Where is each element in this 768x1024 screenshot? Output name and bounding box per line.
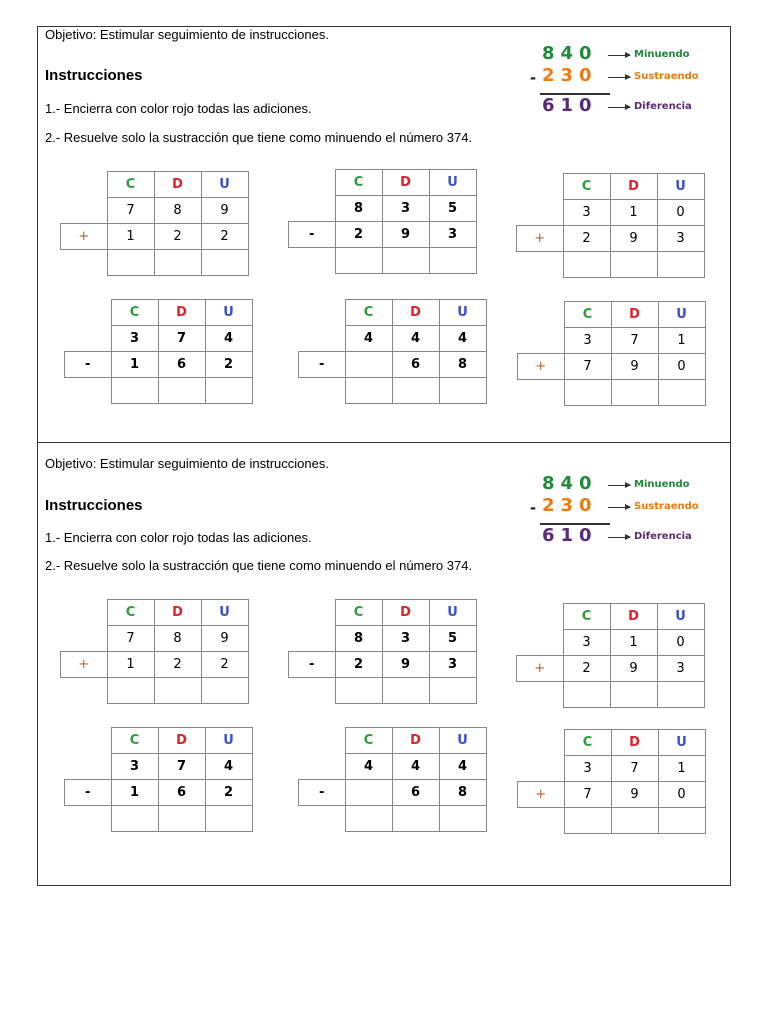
table-cell	[65, 806, 112, 832]
digit-cell: 9	[611, 354, 658, 380]
digit-cell: 2	[335, 652, 382, 678]
answer-cell[interactable]	[205, 806, 252, 832]
answer-cell[interactable]	[564, 380, 611, 406]
operation-table	[298, 299, 487, 404]
table-cell	[65, 728, 112, 754]
table-cell	[517, 174, 564, 200]
header-decenas: D	[611, 302, 658, 328]
table-cell	[61, 250, 108, 276]
answer-cell[interactable]	[563, 252, 610, 278]
digit-cell: 8	[439, 352, 486, 378]
arrow-icon	[608, 485, 630, 486]
answer-cell[interactable]	[563, 682, 610, 708]
table-cell	[65, 300, 112, 326]
header-decenas: D	[158, 300, 205, 326]
header-centenas: C	[345, 728, 392, 754]
answer-cell[interactable]	[345, 806, 392, 832]
answer-cell[interactable]	[107, 678, 154, 704]
table-cell	[299, 728, 346, 754]
header-unidades: U	[658, 730, 705, 756]
digit-cell: 9	[382, 652, 429, 678]
table-cell	[299, 806, 346, 832]
instructions-heading: Instrucciones	[45, 497, 143, 514]
table-cell	[289, 170, 336, 196]
table-cell	[299, 300, 346, 326]
instruction-2: 2.- Resuelve solo la sustracción que tiene como minuendo el número 374.	[45, 130, 473, 145]
header-unidades: U	[657, 174, 704, 200]
digit-cell: 3	[564, 328, 611, 354]
answer-cell[interactable]	[111, 378, 158, 404]
operation-sign: +	[518, 354, 565, 380]
digit-cell: 3	[429, 222, 476, 248]
answer-cell[interactable]	[335, 248, 382, 274]
table-cell	[517, 682, 564, 708]
answer-cell[interactable]	[610, 682, 657, 708]
header-decenas: D	[392, 728, 439, 754]
digit-cell	[345, 780, 392, 806]
legend-minus-sign: -	[530, 67, 536, 87]
digit-cell: 3	[111, 754, 158, 780]
answer-cell[interactable]	[658, 380, 705, 406]
digit-cell: 4	[392, 326, 439, 352]
answer-cell[interactable]	[201, 250, 248, 276]
legend-minuend-value: 840	[542, 473, 598, 494]
header-unidades: U	[201, 600, 248, 626]
legend-difference-label: Diferencia	[634, 531, 692, 542]
legend-minus-sign: -	[530, 497, 536, 517]
header-unidades: U	[205, 300, 252, 326]
digit-cell: 3	[563, 200, 610, 226]
digit-cell: 9	[201, 198, 248, 224]
operation-table	[60, 171, 249, 276]
operation-table	[64, 727, 253, 832]
header-centenas: C	[563, 604, 610, 630]
table-cell	[517, 604, 564, 630]
answer-cell[interactable]	[158, 378, 205, 404]
instructions-heading: Instrucciones	[45, 67, 143, 84]
digit-cell: 1	[610, 200, 657, 226]
legend-minuend-label: Minuendo	[634, 479, 690, 490]
digit-cell: 9	[611, 782, 658, 808]
digit-cell: 4	[439, 754, 486, 780]
table-cell	[65, 326, 112, 352]
header-decenas: D	[610, 174, 657, 200]
header-decenas: D	[154, 172, 201, 198]
digit-cell: 7	[564, 782, 611, 808]
operation-table	[288, 599, 477, 704]
answer-cell[interactable]	[335, 678, 382, 704]
digit-cell: 8	[439, 780, 486, 806]
table-cell	[517, 252, 564, 278]
arrow-icon	[608, 55, 630, 56]
table-cell	[65, 378, 112, 404]
table-cell	[289, 248, 336, 274]
answer-cell[interactable]	[658, 808, 705, 834]
legend-subtrahend-label: Sustraendo	[634, 501, 699, 512]
operation-table	[288, 169, 477, 274]
table-cell	[518, 302, 565, 328]
operation-table	[60, 599, 249, 704]
header-unidades: U	[439, 728, 486, 754]
table-cell	[517, 200, 564, 226]
digit-cell: 3	[563, 630, 610, 656]
table-cell	[289, 196, 336, 222]
answer-cell[interactable]	[345, 378, 392, 404]
header-centenas: C	[335, 170, 382, 196]
digit-cell: 3	[657, 656, 704, 682]
header-decenas: D	[382, 170, 429, 196]
header-decenas: D	[611, 730, 658, 756]
header-unidades: U	[429, 600, 476, 626]
digit-cell: 2	[563, 656, 610, 682]
digit-cell: 0	[658, 782, 705, 808]
legend-subtrahend-label: Sustraendo	[634, 71, 699, 82]
answer-cell[interactable]	[201, 678, 248, 704]
answer-cell[interactable]	[611, 808, 658, 834]
table-cell	[61, 678, 108, 704]
answer-cell[interactable]	[439, 378, 486, 404]
table-cell	[299, 754, 346, 780]
answer-cell[interactable]	[154, 250, 201, 276]
answer-cell[interactable]	[382, 248, 429, 274]
digit-cell: 2	[335, 222, 382, 248]
legend-subtrahend-value: 230	[542, 65, 598, 86]
header-decenas: D	[158, 728, 205, 754]
digit-cell: 4	[345, 754, 392, 780]
arrow-icon	[608, 507, 630, 508]
table-cell	[518, 808, 565, 834]
answer-cell[interactable]	[439, 806, 486, 832]
header-decenas: D	[392, 300, 439, 326]
answer-cell[interactable]	[564, 808, 611, 834]
answer-cell[interactable]	[657, 682, 704, 708]
header-centenas: C	[107, 600, 154, 626]
digit-cell: 0	[657, 200, 704, 226]
table-cell	[65, 754, 112, 780]
operation-sign: +	[61, 652, 108, 678]
subtraction-legend	[528, 43, 728, 123]
table-cell	[517, 630, 564, 656]
table-cell	[289, 678, 336, 704]
objective-text: Objetivo: Estimular seguimiento de instrucciones.	[45, 27, 329, 42]
header-centenas: C	[564, 730, 611, 756]
operation-table	[516, 603, 705, 708]
operation-sign: -	[289, 222, 336, 248]
header-unidades: U	[657, 604, 704, 630]
arrow-icon	[608, 537, 630, 538]
digit-cell: 2	[205, 780, 252, 806]
answer-cell[interactable]	[429, 678, 476, 704]
worksheet-top	[37, 26, 731, 443]
digit-cell: 7	[564, 354, 611, 380]
answer-cell[interactable]	[429, 248, 476, 274]
digit-cell: 1	[111, 780, 158, 806]
digit-cell: 3	[564, 756, 611, 782]
digit-cell: 4	[345, 326, 392, 352]
answer-cell[interactable]	[611, 380, 658, 406]
digit-cell: 1	[658, 328, 705, 354]
digit-cell: 1	[107, 652, 154, 678]
legend-difference-value: 610	[542, 525, 598, 546]
operation-sign: +	[517, 226, 564, 252]
table-cell	[61, 600, 108, 626]
header-centenas: C	[563, 174, 610, 200]
digit-cell: 1	[107, 224, 154, 250]
table-cell	[518, 328, 565, 354]
digit-cell: 7	[107, 198, 154, 224]
digit-cell: 3	[429, 652, 476, 678]
digit-cell: 3	[382, 196, 429, 222]
operation-table	[516, 173, 705, 278]
digit-cell: 4	[205, 754, 252, 780]
header-unidades: U	[201, 172, 248, 198]
digit-cell: 2	[201, 652, 248, 678]
digit-cell	[345, 352, 392, 378]
header-centenas: C	[335, 600, 382, 626]
worksheet-bottom	[37, 443, 731, 886]
header-centenas: C	[564, 302, 611, 328]
operation-sign: -	[299, 780, 346, 806]
digit-cell: 7	[158, 326, 205, 352]
digit-cell: 3	[111, 326, 158, 352]
operation-sign: -	[289, 652, 336, 678]
operation-sign: +	[517, 656, 564, 682]
header-centenas: C	[111, 300, 158, 326]
legend-subtrahend-value: 230	[542, 495, 598, 516]
answer-cell[interactable]	[111, 806, 158, 832]
digit-cell: 4	[205, 326, 252, 352]
answer-cell[interactable]	[392, 378, 439, 404]
answer-cell[interactable]	[158, 806, 205, 832]
header-decenas: D	[154, 600, 201, 626]
digit-cell: 7	[158, 754, 205, 780]
digit-cell: 6	[392, 780, 439, 806]
header-centenas: C	[107, 172, 154, 198]
instruction-2: 2.- Resuelve solo la sustracción que tiene como minuendo el número 374.	[45, 558, 473, 573]
answer-cell[interactable]	[382, 678, 429, 704]
table-cell	[518, 730, 565, 756]
digit-cell: 7	[611, 328, 658, 354]
operation-table	[64, 299, 253, 404]
answer-cell[interactable]	[610, 252, 657, 278]
header-unidades: U	[439, 300, 486, 326]
digit-cell: 7	[107, 626, 154, 652]
digit-cell: 8	[335, 626, 382, 652]
operation-table	[517, 729, 706, 834]
digit-cell: 7	[611, 756, 658, 782]
arrow-icon	[608, 77, 630, 78]
digit-cell: 9	[382, 222, 429, 248]
operation-table	[517, 301, 706, 406]
operation-sign: +	[518, 782, 565, 808]
operation-sign: -	[299, 352, 346, 378]
digit-cell: 4	[439, 326, 486, 352]
operation-table	[298, 727, 487, 832]
digit-cell: 1	[658, 756, 705, 782]
table-cell	[289, 600, 336, 626]
table-cell	[518, 380, 565, 406]
legend-difference-value: 610	[542, 95, 598, 116]
digit-cell: 6	[392, 352, 439, 378]
header-unidades: U	[205, 728, 252, 754]
header-unidades: U	[429, 170, 476, 196]
operation-sign: -	[65, 780, 112, 806]
header-centenas: C	[111, 728, 158, 754]
answer-cell[interactable]	[107, 250, 154, 276]
digit-cell: 1	[610, 630, 657, 656]
digit-cell: 9	[610, 226, 657, 252]
answer-cell[interactable]	[154, 678, 201, 704]
operation-sign: -	[65, 352, 112, 378]
legend-minuend-label: Minuendo	[634, 49, 690, 60]
header-decenas: D	[382, 600, 429, 626]
digit-cell: 2	[154, 652, 201, 678]
table-cell	[61, 198, 108, 224]
digit-cell: 0	[657, 630, 704, 656]
digit-cell: 2	[205, 352, 252, 378]
digit-cell: 8	[154, 626, 201, 652]
table-cell	[61, 172, 108, 198]
table-cell	[61, 626, 108, 652]
digit-cell: 2	[201, 224, 248, 250]
instruction-1: 1.- Encierra con color rojo todas las adiciones.	[45, 530, 312, 545]
digit-cell: 1	[111, 352, 158, 378]
digit-cell: 6	[158, 780, 205, 806]
objective-text: Objetivo: Estimular seguimiento de instrucciones.	[45, 456, 329, 471]
digit-cell: 9	[201, 626, 248, 652]
digit-cell: 3	[382, 626, 429, 652]
header-unidades: U	[658, 302, 705, 328]
header-decenas: D	[610, 604, 657, 630]
digit-cell: 8	[154, 198, 201, 224]
legend-minuend-value: 840	[542, 43, 598, 64]
answer-cell[interactable]	[392, 806, 439, 832]
digit-cell: 8	[335, 196, 382, 222]
instruction-1: 1.- Encierra con color rojo todas las adiciones.	[45, 101, 312, 116]
digit-cell: 5	[429, 196, 476, 222]
subtraction-legend	[528, 473, 728, 553]
operation-sign: +	[61, 224, 108, 250]
answer-cell[interactable]	[657, 252, 704, 278]
digit-cell: 4	[392, 754, 439, 780]
table-cell	[299, 378, 346, 404]
table-cell	[289, 626, 336, 652]
digit-cell: 0	[658, 354, 705, 380]
table-cell	[299, 326, 346, 352]
legend-difference-label: Diferencia	[634, 101, 692, 112]
digit-cell: 9	[610, 656, 657, 682]
digit-cell: 2	[154, 224, 201, 250]
answer-cell[interactable]	[205, 378, 252, 404]
digit-cell: 3	[657, 226, 704, 252]
arrow-icon	[608, 107, 630, 108]
digit-cell: 2	[563, 226, 610, 252]
digit-cell: 5	[429, 626, 476, 652]
table-cell	[518, 756, 565, 782]
header-centenas: C	[345, 300, 392, 326]
digit-cell: 6	[158, 352, 205, 378]
